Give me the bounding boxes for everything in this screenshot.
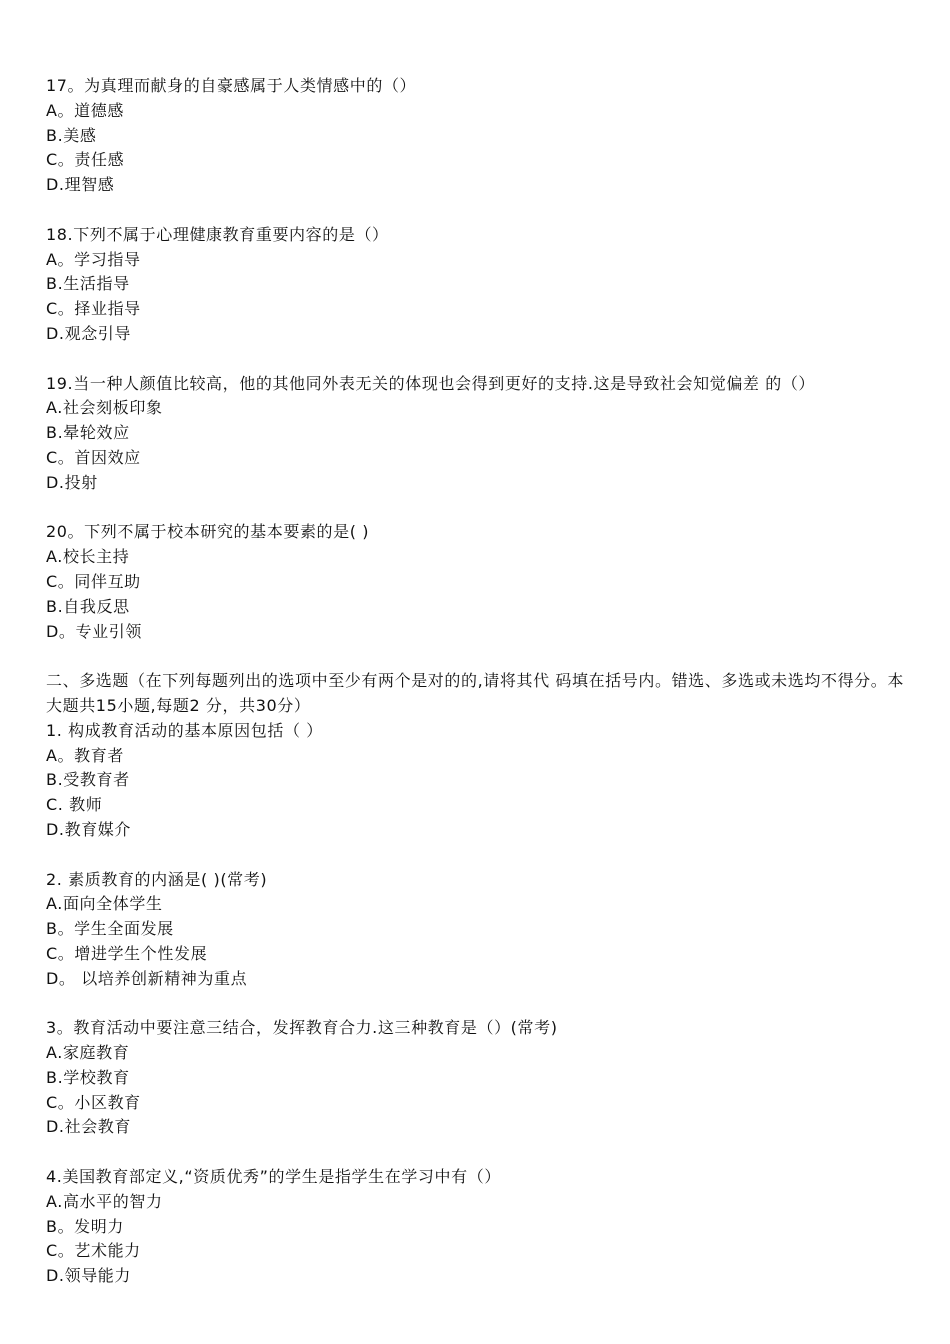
question-17 (46, 74, 916, 198)
question-stem: 17。为真理而献身的自豪感属于人类情感中的（） (46, 76, 417, 95)
mc-question-2 (46, 868, 916, 992)
option-b: B。发明力 (46, 1216, 124, 1236)
option-c: C。首因效应 (46, 447, 141, 467)
question-stem: 1. 构成教育活动的基本原因包括（ ） (46, 720, 323, 740)
option-d: D。 以培养创新精神为重点 (46, 968, 248, 988)
option-a: A.社会刻板印象 (46, 398, 163, 418)
question-19 (46, 372, 916, 496)
option-c: C。小区教育 (46, 1092, 141, 1112)
section-heading-multiple-choice: 二、多选题（在下列每题列出的选项中至少有两个是对的的,请将其代 码填在括号内。错选、多选或未选均不得分。本大题共15小题,每题2 分，共30分） (46, 671, 904, 715)
option-a: A。教育者 (46, 745, 124, 765)
option-b: B.生活指导 (46, 274, 130, 294)
mc-question-1 (46, 719, 916, 843)
option-a: A。学习指导 (46, 249, 141, 269)
option-d: D.理智感 (46, 175, 115, 195)
option-b: B.美感 (46, 125, 97, 145)
option-a: A。道德感 (46, 100, 124, 120)
option-d: D.社会教育 (46, 1117, 132, 1137)
question-stem: 3。教育活动中要注意三结合，发挥教育合力.这三种教育是（）(常考) (46, 1018, 558, 1038)
option-1: A.校长主持 (46, 547, 130, 567)
option-d: D.教育媒介 (46, 819, 132, 839)
option-2: C。同伴互助 (46, 571, 141, 591)
option-d: D.投射 (46, 472, 98, 492)
option-b: B.晕轮效应 (46, 423, 130, 443)
mc-question-3 (46, 1016, 916, 1140)
question-stem: 19.当一种人颜值比较高，他的其他同外表无关的体现也会得到更好的支持.这是导致社会知觉偏差 的（） (46, 373, 816, 393)
option-a: A.面向全体学生 (46, 894, 163, 914)
question-20 (46, 520, 916, 644)
option-a: A.家庭教育 (46, 1043, 130, 1063)
option-d: D.领导能力 (46, 1266, 132, 1286)
option-c: C。择业指导 (46, 299, 141, 319)
mc-question-4 (46, 1165, 916, 1289)
option-c: C. 教师 (46, 795, 103, 815)
option-b: B.受教育者 (46, 770, 130, 790)
option-b: B.学校教育 (46, 1067, 130, 1087)
question-stem: 20。下列不属于校本研究的基本要素的是( ) (46, 522, 370, 542)
option-4: D。专业引领 (46, 621, 142, 641)
question-stem: 4.美国教育部定义,“资质优秀”的学生是指学生在学习中有（） (46, 1167, 501, 1187)
question-stem: 18.下列不属于心理健康教育重要内容的是（） (46, 224, 389, 244)
option-a: A.高水平的智力 (46, 1191, 163, 1211)
question-18 (46, 223, 916, 347)
option-b: B。学生全面发展 (46, 919, 174, 939)
option-c: C。责任感 (46, 150, 125, 170)
question-stem: 2. 素质教育的内涵是( )(常考) (46, 869, 268, 889)
option-3: B.自我反思 (46, 596, 130, 616)
option-d: D.观念引导 (46, 323, 132, 343)
document-page (46, 74, 916, 1289)
option-c: C。增进学生个性发展 (46, 943, 208, 963)
option-c: C。艺术能力 (46, 1241, 141, 1261)
